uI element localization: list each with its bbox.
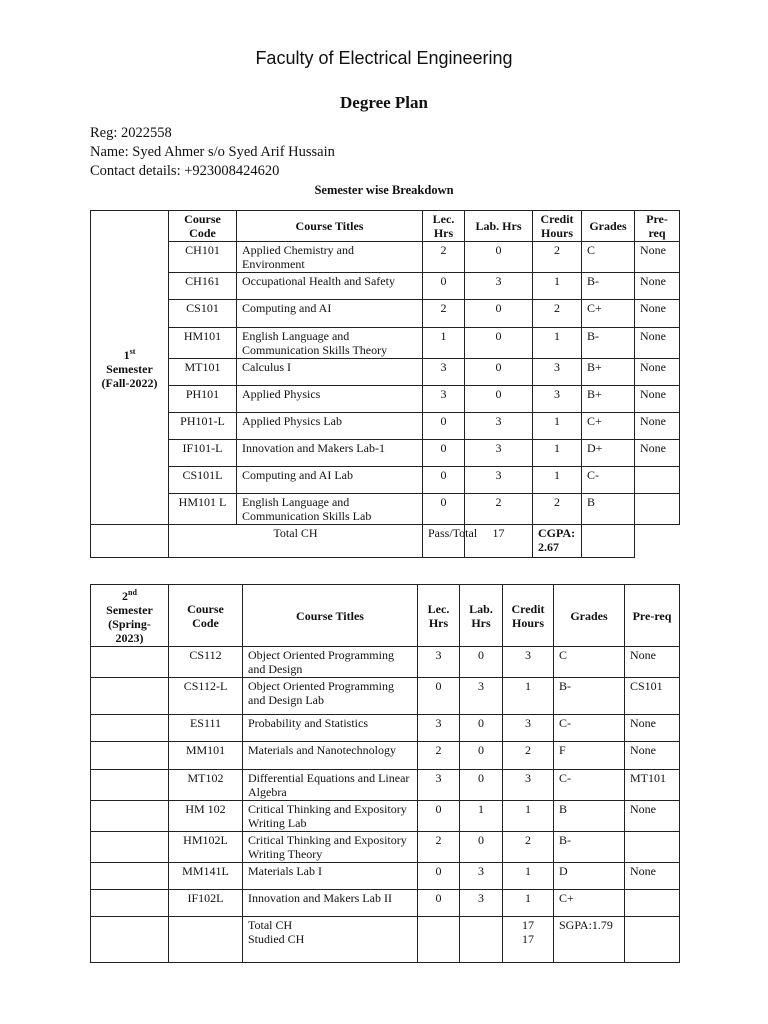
empty-cell [91,770,169,801]
lab-hrs: 3 [465,413,533,440]
course-code: CS101L [169,467,237,494]
semester1-table [90,210,680,558]
table-row [91,832,680,863]
pass-total-label: Pass/Total [423,525,465,558]
total-row [91,525,680,558]
col-prereq: Pre-req [635,211,680,242]
lab-hrs: 3 [465,273,533,300]
prereq: None [635,359,680,386]
empty-cell [91,647,169,678]
lec-hrs: 2 [418,742,460,770]
course-code: HM101 L [169,494,237,525]
table-row [91,359,680,386]
table-row [91,467,680,494]
empty-cell [91,832,169,863]
grade: C [582,242,635,273]
total-credit: 17 [465,525,533,558]
table-row [91,715,680,742]
grade: C- [554,770,625,801]
credit-hours: 1 [503,890,554,917]
grade: F [554,742,625,770]
col-course-titles: Course Titles [237,211,423,242]
lec-hrs: 3 [418,770,460,801]
course-code: MM101 [169,742,243,770]
course-title: Applied Physics [237,386,423,413]
lec-hrs: 0 [418,863,460,890]
course-code: CH161 [169,273,237,300]
col-lab-hrs: Lab. Hrs [465,211,533,242]
empty-cell [91,863,169,890]
table-row [91,386,680,413]
lab-hrs: 0 [460,715,503,742]
lab-hrs: 0 [460,742,503,770]
grade: C+ [582,300,635,328]
table-row [91,328,680,359]
grade: D [554,863,625,890]
col-grades: Grades [554,585,625,647]
credit-hours: 2 [533,494,582,525]
course-title: Object Oriented Programming and Design [243,647,418,678]
credit-hours: 1 [533,467,582,494]
table-row [91,770,680,801]
prereq [635,494,680,525]
credit-hours: 1 [503,863,554,890]
grade: B+ [582,386,635,413]
grade: B- [554,832,625,863]
empty-cell [91,917,169,963]
lab-hrs: 0 [465,386,533,413]
course-code: MT102 [169,770,243,801]
lec-hrs: 3 [423,386,465,413]
col-course-code: Course Code [169,211,237,242]
course-code: HM 102 [169,801,243,832]
course-title: Materials and Nanotechnology [243,742,418,770]
col-credit-hours: Credit Hours [503,585,554,647]
prereq: None [625,647,680,678]
course-title: Calculus I [237,359,423,386]
empty-cell [460,917,503,963]
total-credits [503,917,554,963]
course-title: Computing and AI [237,300,423,328]
grade: B [554,801,625,832]
lec-hrs: 1 [423,328,465,359]
credit-hours: 1 [533,328,582,359]
prereq: None [625,801,680,832]
empty-cell [169,917,243,963]
lab-hrs: 1 [460,801,503,832]
credit-hours: 2 [533,300,582,328]
course-code: MM141L [169,863,243,890]
student-info [90,124,335,181]
lec-hrs: 0 [423,413,465,440]
lab-hrs: 3 [460,863,503,890]
prereq [625,890,680,917]
table-row [91,494,680,525]
empty-cell [91,525,169,558]
empty-cell [91,678,169,715]
table-row [91,801,680,832]
name-line: Name: Syed Ahmer s/o Syed Arif Hussain [90,144,335,160]
course-code: CS112-L [169,678,243,715]
course-title: Materials Lab I [243,863,418,890]
course-title: Applied Chemistry and Environment [237,242,423,273]
credit-hours: 1 [533,413,582,440]
lab-hrs: 2 [465,494,533,525]
grade: C- [582,467,635,494]
course-code: CH101 [169,242,237,273]
col-course-code: Course Code [169,585,243,647]
table-row [91,742,680,770]
lec-hrs: 2 [423,300,465,328]
credit-hours: 2 [533,242,582,273]
total-ch-label: Total CH [248,918,293,932]
course-title: Object Oriented Programming and Design Lab [243,678,418,715]
course-title: Probability and Statistics [243,715,418,742]
semester-label: 1st Semester (Fall-2022) [91,211,169,525]
table-row [91,413,680,440]
prereq: None [625,715,680,742]
lec-hrs: 3 [418,715,460,742]
lab-hrs: 3 [465,440,533,467]
table-row [91,863,680,890]
lec-hrs: 0 [423,467,465,494]
grade: B+ [582,359,635,386]
empty-cell [91,715,169,742]
semester2-table [90,584,680,963]
table-row [91,440,680,467]
course-title: English Language and Communication Skills Theory [237,328,423,359]
total-credit: 17 [522,918,534,932]
cgpa-value: CGPA: 2.67 [533,525,582,558]
lec-hrs: 3 [418,647,460,678]
course-title: English Language and Communication Skills Lab [237,494,423,525]
lec-hrs: 2 [418,832,460,863]
credit-hours: 1 [533,440,582,467]
table-row [91,890,680,917]
credit-hours: 1 [533,273,582,300]
prereq: None [635,300,680,328]
empty-cell [91,801,169,832]
col-grades: Grades [582,211,635,242]
course-title: Critical Thinking and Expository Writing Lab [243,801,418,832]
empty-cell [582,525,635,558]
empty-cell [91,890,169,917]
degree-plan-title: Degree Plan [340,93,428,112]
grade: B- [582,328,635,359]
course-code: IF101-L [169,440,237,467]
credit-hours: 3 [503,715,554,742]
credit-hours: 2 [503,742,554,770]
contact-line: Contact details: +923008424620 [90,163,280,179]
table-row [91,647,680,678]
lec-hrs: 0 [423,440,465,467]
grade: C- [554,715,625,742]
sgpa-value: SGPA:1.79 [554,917,625,963]
total-label: Total CH [169,525,423,558]
empty-cell [91,742,169,770]
lec-hrs: 0 [423,273,465,300]
course-code: ES111 [169,715,243,742]
col-prereq: Pre-req [625,585,680,647]
studied-credit: 17 [522,932,534,946]
grade: B- [582,273,635,300]
prereq: None [635,273,680,300]
grade: C+ [554,890,625,917]
prereq: None [635,386,680,413]
empty-cell [625,917,680,963]
course-code: MT101 [169,359,237,386]
prereq: None [635,328,680,359]
course-title: Differential Equations and Linear Algebra [243,770,418,801]
lec-hrs: 0 [418,678,460,715]
grade: C+ [582,413,635,440]
breakdown-heading: Semester wise Breakdown [314,183,454,197]
course-title: Occupational Health and Safety [237,273,423,300]
course-title: Innovation and Makers Lab II [243,890,418,917]
prereq: CS101 [625,678,680,715]
lab-hrs: 3 [460,678,503,715]
grade: B- [554,678,625,715]
table-header-row [91,585,680,647]
table-row [91,242,680,273]
prereq: None [635,242,680,273]
table-row [91,273,680,300]
prereq: None [635,440,680,467]
lab-hrs: 0 [465,300,533,328]
lab-hrs: 0 [460,770,503,801]
lec-hrs: 0 [418,801,460,832]
course-code: CS101 [169,300,237,328]
col-lec-hrs: Lec. Hrs [423,211,465,242]
prereq: None [625,863,680,890]
course-code: HM101 [169,328,237,359]
prereq: None [635,413,680,440]
credit-hours: 3 [503,770,554,801]
faculty-heading: Faculty of Electrical Engineering [255,48,513,68]
lab-hrs: 0 [465,242,533,273]
empty-cell [418,917,460,963]
course-code: CS112 [169,647,243,678]
lab-hrs: 0 [460,647,503,678]
course-title: Innovation and Makers Lab-1 [237,440,423,467]
credit-hours: 3 [503,647,554,678]
course-code: HM102L [169,832,243,863]
lec-hrs: 0 [418,890,460,917]
prereq: MT101 [625,770,680,801]
credit-hours: 3 [533,359,582,386]
col-lec-hrs: Lec. Hrs [418,585,460,647]
course-code: PH101 [169,386,237,413]
table-row [91,678,680,715]
lab-hrs: 3 [465,467,533,494]
credit-hours: 3 [533,386,582,413]
credit-hours: 1 [503,801,554,832]
course-code: IF102L [169,890,243,917]
table-header-row [91,211,680,242]
prereq [625,832,680,863]
reg-line: Reg: 2022558 [90,125,172,141]
col-course-titles: Course Titles [243,585,418,647]
course-title: Applied Physics Lab [237,413,423,440]
table-row [91,300,680,328]
prereq: None [625,742,680,770]
lab-hrs: 0 [465,328,533,359]
lec-hrs: 3 [423,359,465,386]
total-labels [243,917,418,963]
prereq [635,467,680,494]
credit-hours: 2 [503,832,554,863]
col-lab-hrs: Lab. Hrs [460,585,503,647]
lab-hrs: 0 [460,832,503,863]
total-row [91,917,680,963]
course-title: Computing and AI Lab [237,467,423,494]
course-title: Critical Thinking and Expository Writing Theory [243,832,418,863]
studied-ch-label: Studied CH [248,932,305,946]
grade: B [582,494,635,525]
semester-label: 2nd Semester (Spring-2023) [91,585,169,647]
lab-hrs: 0 [465,359,533,386]
lab-hrs: 3 [460,890,503,917]
lec-hrs: 2 [423,242,465,273]
grade: C [554,647,625,678]
credit-hours: 1 [503,678,554,715]
course-code: PH101-L [169,413,237,440]
lec-hrs: 0 [423,494,465,525]
col-credit-hours: Credit Hours [533,211,582,242]
grade: D+ [582,440,635,467]
